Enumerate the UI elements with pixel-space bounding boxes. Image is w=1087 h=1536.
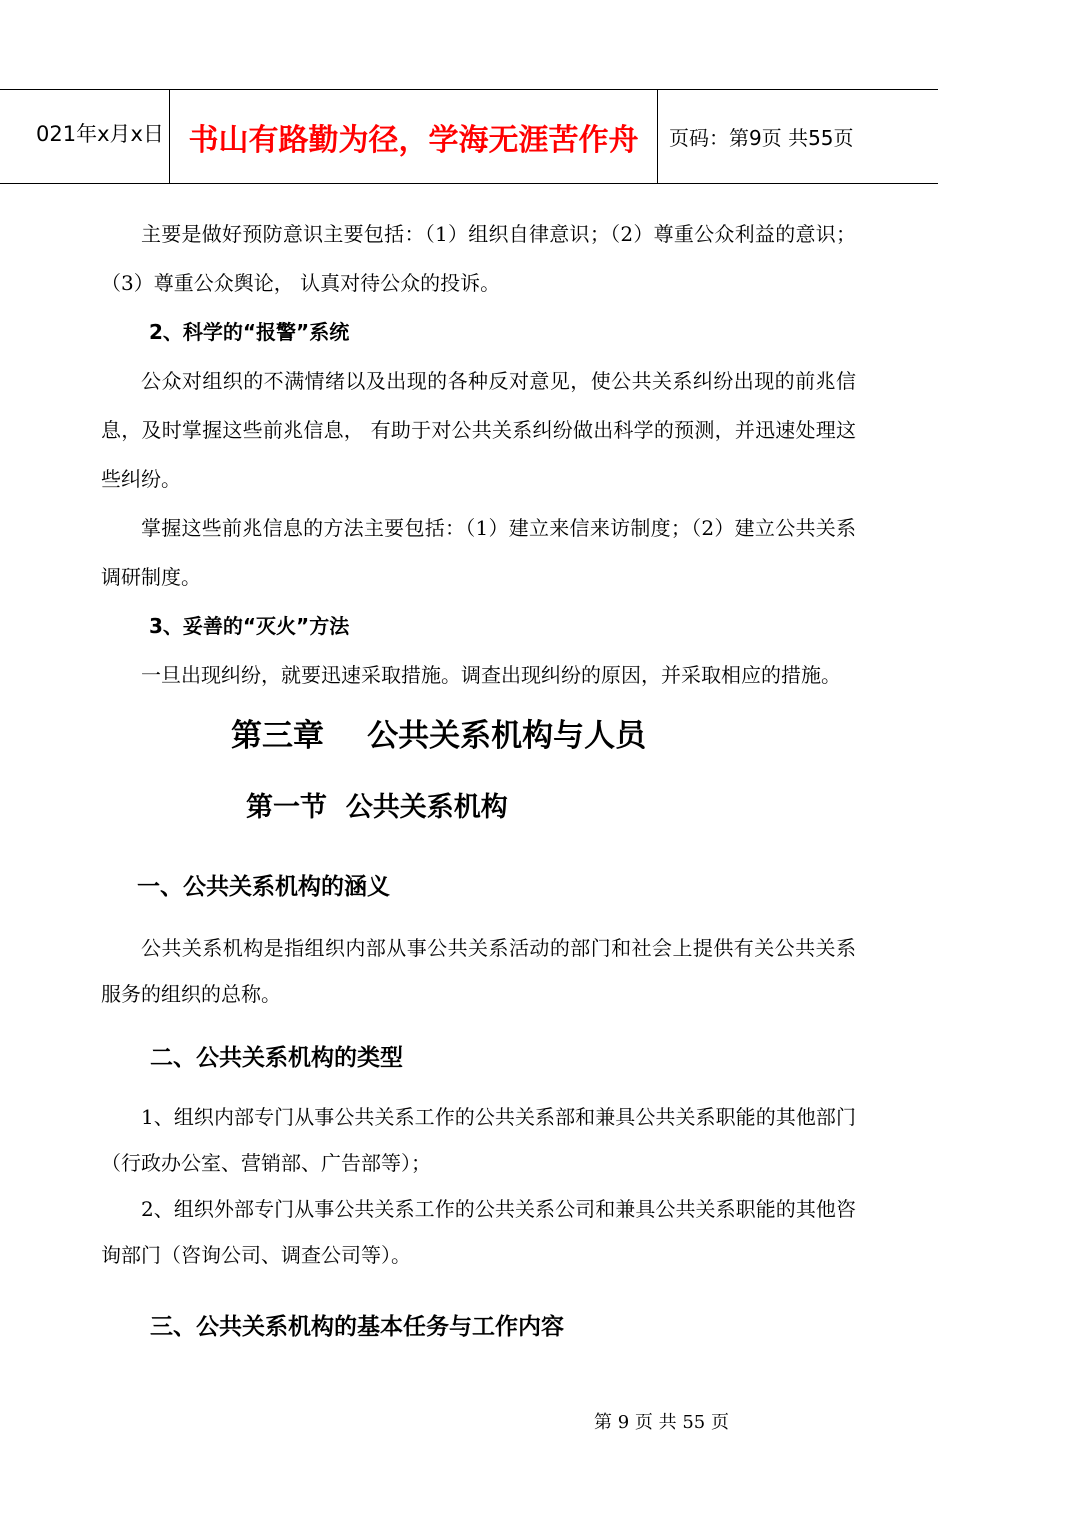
- heading-tasks: 三、公共关系机构的基本任务与工作内容: [150, 1314, 564, 1340]
- header-page-info: 页码：第9页 共55页: [669, 126, 854, 150]
- paragraph-prevention: 主要是做好预防意识主要包括：（1）组织自律意识；（2）尊重公众利益的意识；（3）尊重公众舆论， 认真对待公众的投诉。: [101, 222, 856, 295]
- subheading-fire-method: 3、妥善的“灭火”方法: [149, 614, 350, 638]
- document-body: [101, 210, 856, 1341]
- header-date-text: 021年x月x日: [36, 121, 164, 146]
- paragraph-measures: 一旦出现纠纷，就要迅速采取措施。调查出现纠纷的原因，并采取相应的措施。: [141, 663, 841, 687]
- paragraph-meaning: 公共关系机构是指组织内部从事公共关系活动的部门和社会上提供有关公共关系服务的组织的总称。: [101, 936, 856, 1006]
- page-header: [0, 89, 938, 184]
- paragraph-alarm: 公众对组织的不满情绪以及出现的各种反对意见，使公共关系纠纷出现的前兆信息，及时掌握这些前兆信息， 有助于对公共关系纠纷做出科学的预测，并迅速处理这些纠纷。: [101, 369, 856, 491]
- heading-types: 二、公共关系机构的类型: [150, 1045, 403, 1071]
- section-title: 第一节 公共关系机构: [246, 792, 508, 823]
- header-motto: 书山有路勤为径，学海无涯苦作舟: [169, 90, 658, 183]
- paragraph-methods: 掌握这些前兆信息的方法主要包括：（1）建立来信来访制度；（2）建立公共关系调研制度。: [101, 516, 856, 589]
- paragraph-type-internal: 1、组织内部专门从事公共关系工作的公共关系部和兼具公共关系职能的其他部门（行政办公室、营销部、广告部等）；: [101, 1105, 856, 1175]
- subheading-alarm-system: 2、科学的“报警”系统: [149, 320, 350, 344]
- header-date: [0, 90, 168, 183]
- page-footer: 第 9 页 共 55 页: [594, 1412, 729, 1433]
- paragraph-type-external: 2、组织外部专门从事公共关系工作的公共关系公司和兼具公共关系职能的其他咨询部门（咨询公司、调查公司等）。: [101, 1197, 856, 1267]
- heading-meaning: 一、公共关系机构的涵义: [137, 874, 390, 900]
- chapter-title: 第三章 公共关系机构与人员: [231, 718, 647, 754]
